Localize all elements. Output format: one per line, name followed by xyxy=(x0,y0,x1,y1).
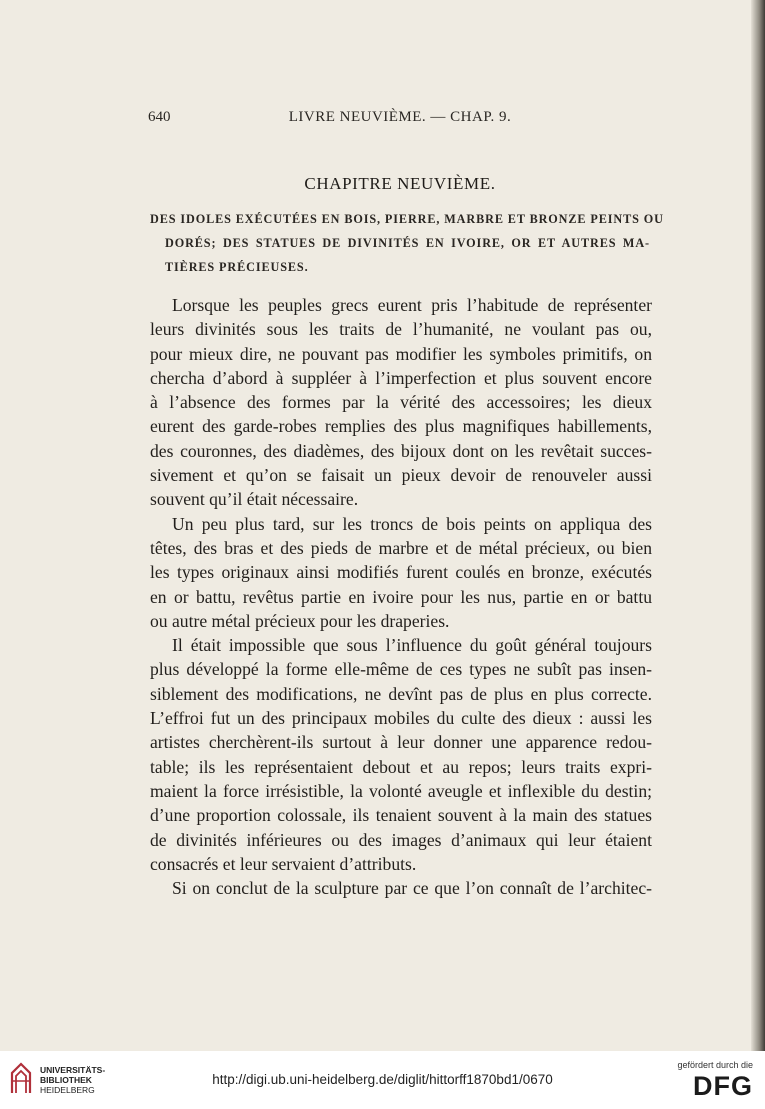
text-line: Si on conclut de la sculpture par ce que l’on connaît de l’architec- xyxy=(172,878,652,899)
text-line: siblement des modifications, ne devînt pas de plus en plus correcte. xyxy=(150,683,652,704)
chapter-title: CHAPITRE NEUVIÈME. xyxy=(304,174,496,193)
text-line: eurent des garde-robes remplies des plus magnifiques habillements, xyxy=(150,416,652,437)
book-spine-shadow xyxy=(751,0,765,1051)
body-text xyxy=(150,293,652,900)
text-line: à l’absence des formes par la vérité des accessoires; les dieux xyxy=(150,392,652,413)
text-line: maient la force irrésistible, la volonté aveugle et inflexible du destin; xyxy=(150,780,652,801)
text-line: têtes, des bras et des pieds de marbre et de métal précieux, ou bien xyxy=(150,537,652,558)
text-line: les types originaux ainsi modifiés furent coulés en bronze, exécutés xyxy=(150,562,652,583)
subtitle-line: DORÉS; DES STATUES DE DIVINITÉS EN IVOIRE, OR ET AUTRES MA- xyxy=(165,236,650,250)
page-number: 640 xyxy=(148,109,171,125)
chapter-subtitle xyxy=(150,207,664,279)
footer-bar xyxy=(0,1051,765,1109)
text-line: consacrés et leur servaient d’attributs. xyxy=(150,853,417,874)
running-head-title: LIVRE NEUVIÈME. — CHAP. 9. xyxy=(288,109,512,125)
text-line: sivement et qu’on se faisait un pieux devoir de renouveler aussi xyxy=(150,465,652,486)
text-line: des couronnes, des diadèmes, des bijoux dont on les revêtait succes- xyxy=(150,440,652,461)
running-head xyxy=(148,109,652,129)
source-url-link[interactable]: http://digi.ub.uni-heidelberg.de/diglit/hittorff1870bd1/0670 xyxy=(212,1072,553,1087)
text-line: table; ils les représentaient debout et au repos; leurs traits expri- xyxy=(150,756,652,777)
text-line: Il était impossible que sous l’influence du goût général toujours xyxy=(172,635,652,656)
text-line: leurs divinités sous les traits de l’humanité, ne voulant pas ou, xyxy=(150,319,652,340)
subtitle-line: TIÈRES PRÉCIEUSES. xyxy=(165,260,309,274)
text-line: en or battu, revêtus partie en ivoire pour les nus, partie en or battu xyxy=(150,586,652,607)
text-line: ou autre métal précieux pour les draperies. xyxy=(150,610,450,631)
subtitle-line: DES IDOLES EXÉCUTÉES EN BOIS, PIERRE, MARBRE ET BRONZE PEINTS OU xyxy=(150,212,664,226)
funded-by-label: gefördert durch die xyxy=(677,1060,753,1070)
library-name: UNIVERSITÄTS- BIBLIOTHEK HEIDELBERG xyxy=(40,1065,106,1095)
text-line: d’une proportion colossale, ils tenaient souvent à la main des statues xyxy=(150,805,652,826)
text-line: L’effroi fut un des principaux mobiles du culte des dieux : aussi les xyxy=(150,708,652,729)
text-line: plus développé la forme elle-même de ces types ne subît pas insen- xyxy=(150,659,652,680)
dfg-logo: DFG xyxy=(693,1071,753,1101)
text-line: chercha d’abord à suppléer à l’imperfection et plus souvent encore xyxy=(150,367,652,388)
text-line: de divinités inférieures ou des images d’animaux qui leur étaient xyxy=(150,829,652,850)
text-line: artistes cherchèrent-ils surtout à leur donner une apparence redou- xyxy=(150,732,652,753)
text-line: Lorsque les peuples grecs eurent pris l’habitude de représenter xyxy=(172,295,652,315)
text-line: Un peu plus tard, sur les troncs de bois peints on appliqua des xyxy=(172,513,652,534)
text-line: pour mieux dire, ne pouvant pas modifier les symboles primitifs, on xyxy=(150,343,652,364)
text-line: souvent qu’il était nécessaire. xyxy=(150,489,359,510)
